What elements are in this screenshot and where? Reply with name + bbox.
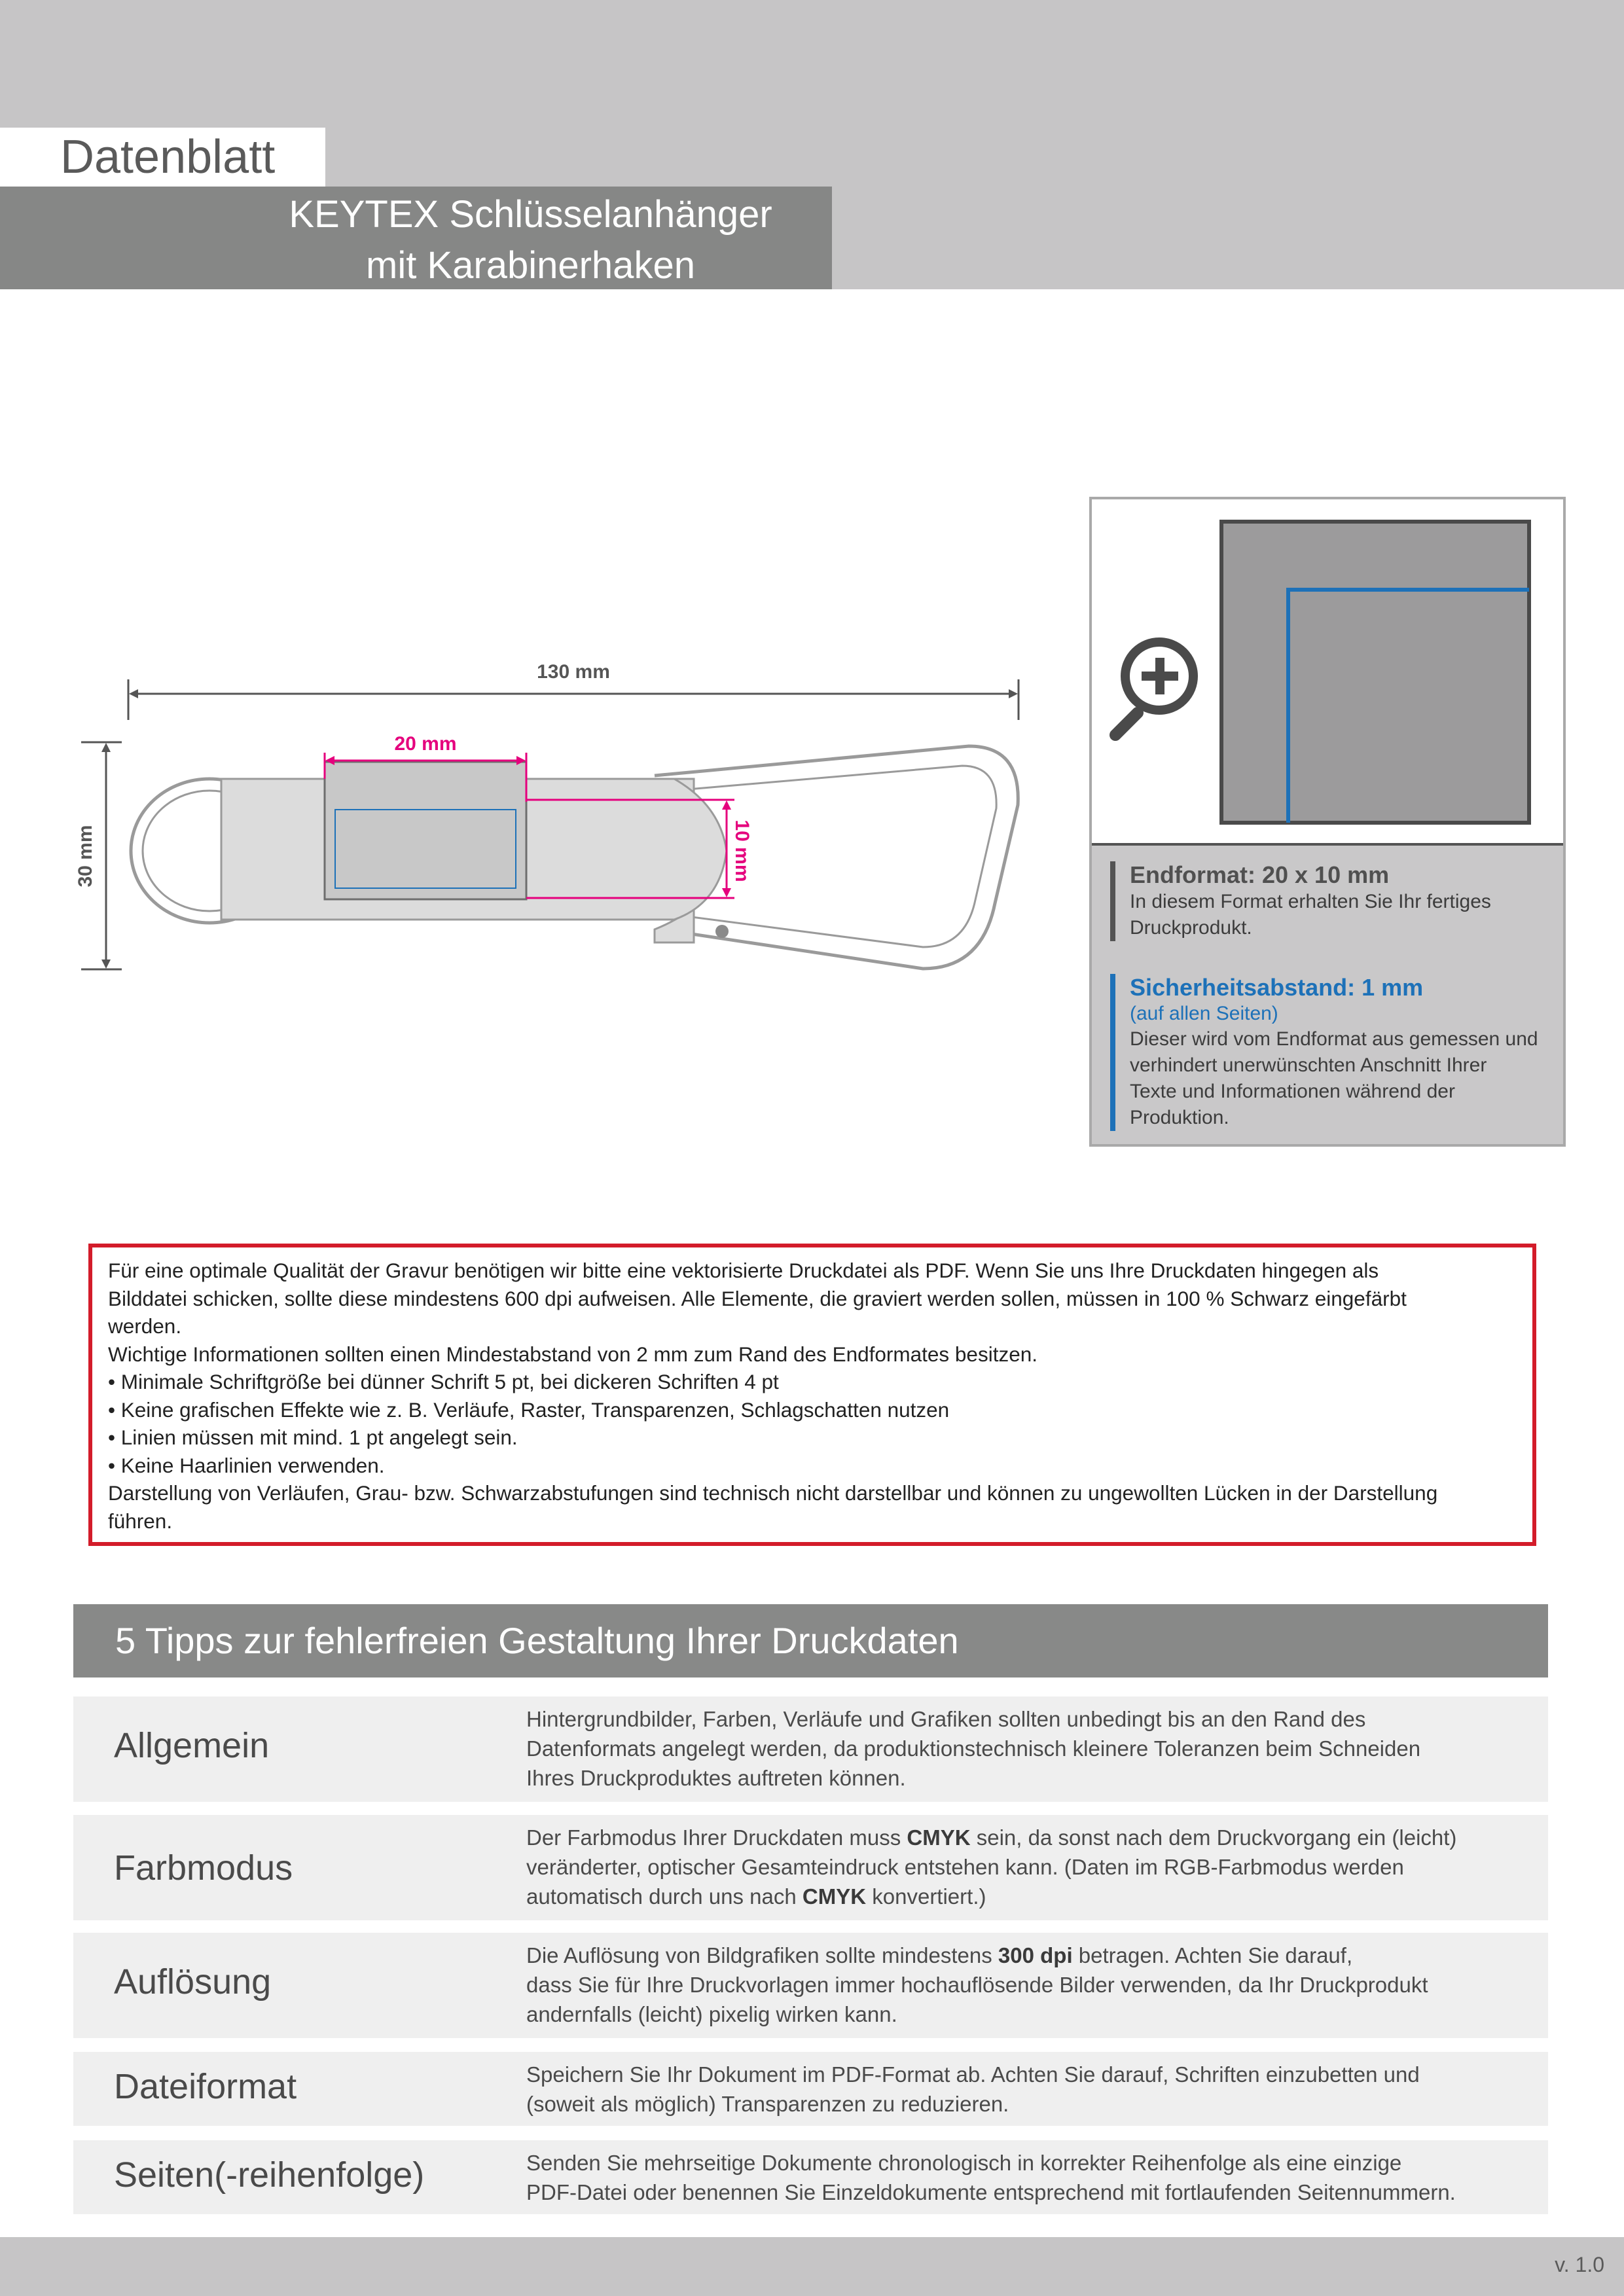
safe-distance-text-line: verhindert unerwünschten Anschnitt Ihrer bbox=[1130, 1054, 1487, 1076]
safe-distance-text-line: Texte und Informationen während der bbox=[1130, 1081, 1455, 1102]
tip-label: Dateiformat bbox=[114, 2067, 297, 2106]
tip-text-line: Hintergrundbilder, Farben, Verläufe und Grafiken sollten unbedingt bis an den Rand des bbox=[526, 1707, 1366, 1731]
notice-line: Wichtige Informationen sollten einen Mindestabstand von 2 mm zum Rand des Endformates besitzen. bbox=[108, 1342, 1038, 1366]
engraving-notice-box bbox=[88, 1244, 1536, 1546]
keychain-drawing bbox=[0, 0, 1047, 1047]
tip-label: Farbmodus bbox=[114, 1848, 293, 1888]
safe-distance-text-line: Dieser wird vom Endformat aus gemessen und bbox=[1130, 1028, 1538, 1050]
tip-label: Auflösung bbox=[114, 1962, 272, 2001]
safe-distance-text-line: Produktion. bbox=[1130, 1107, 1229, 1128]
tip-text-line: veränderter, optischer Gesamteindruck entstehen kann. (Daten im RGB-Farbmodus werden bbox=[526, 1855, 1404, 1879]
notice-line: werden. bbox=[108, 1314, 182, 1338]
product-title-line2: mit Karabinerhaken bbox=[366, 244, 695, 287]
tip-label: Seiten(-reihenfolge) bbox=[114, 2155, 425, 2195]
tip-text-line: automatisch durch uns nach CMYK konvertiert.) bbox=[526, 1884, 986, 1909]
tip-text bbox=[526, 2148, 1534, 2207]
tip-text-line: Senden Sie mehrseitige Dokumente chronologisch in korrekter Reihenfolge als eine einzige bbox=[526, 2151, 1402, 2175]
tip-row bbox=[73, 1696, 1548, 1802]
footer-band bbox=[0, 2237, 1624, 2296]
tip-row bbox=[73, 1815, 1548, 1920]
endformat-text-line: Druckprodukt. bbox=[1130, 917, 1252, 939]
width-dimension-label: 130 mm bbox=[537, 661, 610, 683]
tip-row bbox=[73, 1933, 1548, 2038]
tip-text-line: Der Farbmodus Ihrer Druckdaten muss CMYK sein, da sonst nach dem Druckvorgang ein (leicht) bbox=[526, 1825, 1457, 1850]
zoom-in-icon bbox=[1115, 642, 1193, 735]
print-area bbox=[325, 762, 526, 899]
tip-text bbox=[526, 1704, 1534, 1793]
tip-text-line: andernfalls (leicht) pixelig wirken kann. bbox=[526, 2002, 897, 2026]
print-width-label: 20 mm bbox=[394, 733, 457, 755]
tip-label: Allgemein bbox=[114, 1726, 270, 1765]
endformat-info bbox=[1110, 861, 1491, 941]
notice-line: • Keine grafischen Effekte wie z. B. Verläufe, Raster, Transparenzen, Schlagschatten nutzen bbox=[108, 1397, 950, 1422]
tip-text-line: PDF-Datei oder benennen Sie Einzeldokumente entsprechend mit fortlaufenden Seitennummern. bbox=[526, 2180, 1456, 2204]
tip-text-line: Datenformats angelegt werden, da produktionstechnisch kleinere Toleranzen beim Schneiden bbox=[526, 1736, 1421, 1761]
notice-line: Für eine optimale Qualität der Gravur benötigen wir bitte eine vektorisierte Druckdatei als PDF. Wenn Sie uns Ihre Druckdaten hingegen als bbox=[108, 1259, 1379, 1282]
safe-distance-subtitle: (auf allen Seiten) bbox=[1130, 1003, 1278, 1024]
tip-text bbox=[526, 1823, 1534, 1911]
notice-line: Darstellung von Verläufen, Grau- bzw. Schwarzabstufungen sind technisch nicht darstellbar und können zu ungewollten Lücken in der Darstellung bbox=[108, 1481, 1438, 1505]
height-dimension-label: 30 mm bbox=[75, 825, 96, 888]
version-label: v. 1.0 bbox=[1555, 2253, 1604, 2276]
zoom-preview bbox=[1092, 499, 1563, 846]
notice-line: führen. bbox=[108, 1509, 173, 1533]
tip-text-line: Ihres Druckproduktes auftreten können. bbox=[526, 1766, 906, 1790]
endformat-corner bbox=[1221, 522, 1529, 823]
tip-text-line: dass Sie für Ihre Druckvorlagen immer hochauflösende Bilder verwenden, da Ihr Druckprodukt bbox=[526, 1973, 1428, 1997]
tip-text-line: (soweit als möglich) Transparenzen zu reduzieren. bbox=[526, 2092, 1009, 2116]
print-height-label: 10 mm bbox=[731, 819, 753, 882]
notice-line: Bilddatei schicken, sollte diese mindestens 600 dpi aufweisen. Alle Elemente, die graviert werden sollen, müssen in 100 % Schwarz eingefärbt bbox=[108, 1286, 1407, 1310]
tip-text-line: Speichern Sie Ihr Dokument im PDF-Format ab. Achten Sie darauf, Schriften einzubetten und bbox=[526, 2062, 1420, 2087]
endformat-text-line: In diesem Format erhalten Sie Ihr fertiges bbox=[1130, 891, 1491, 912]
tip-row bbox=[73, 2140, 1548, 2214]
document-label: Datenblatt bbox=[0, 128, 325, 187]
tip-text-line: Die Auflösung von Bildgrafiken sollte mindestens 300 dpi betragen. Achten Sie darauf, bbox=[526, 1943, 1353, 1967]
zoom-preview-graphic bbox=[1092, 499, 1563, 846]
tip-text bbox=[526, 2060, 1534, 2119]
tip-row bbox=[73, 2052, 1548, 2126]
notice-line: • Keine Haarlinien verwenden. bbox=[108, 1453, 385, 1477]
safe-distance-title: Sicherheitsabstand: 1 mm bbox=[1130, 974, 1424, 1001]
safe-distance-info bbox=[1110, 974, 1538, 1131]
notice-line: • Linien müssen mit mind. 1 pt angelegt sein. bbox=[108, 1426, 518, 1449]
endformat-title: Endformat: 20 x 10 mm bbox=[1130, 861, 1390, 888]
product-title-line1: KEYTEX Schlüsselanhänger bbox=[289, 193, 772, 236]
zoom-info-panel bbox=[1092, 846, 1563, 1144]
tips-section-title: 5 Tipps zur fehlerfreien Gestaltung Ihrer Druckdaten bbox=[73, 1604, 1548, 1677]
zoom-detail-box bbox=[1089, 497, 1566, 1147]
tip-text bbox=[526, 1941, 1534, 2029]
notice-line: • Minimale Schriftgröße bei dünner Schrift 5 pt, bei dickeren Schriften 4 pt bbox=[108, 1370, 779, 1393]
